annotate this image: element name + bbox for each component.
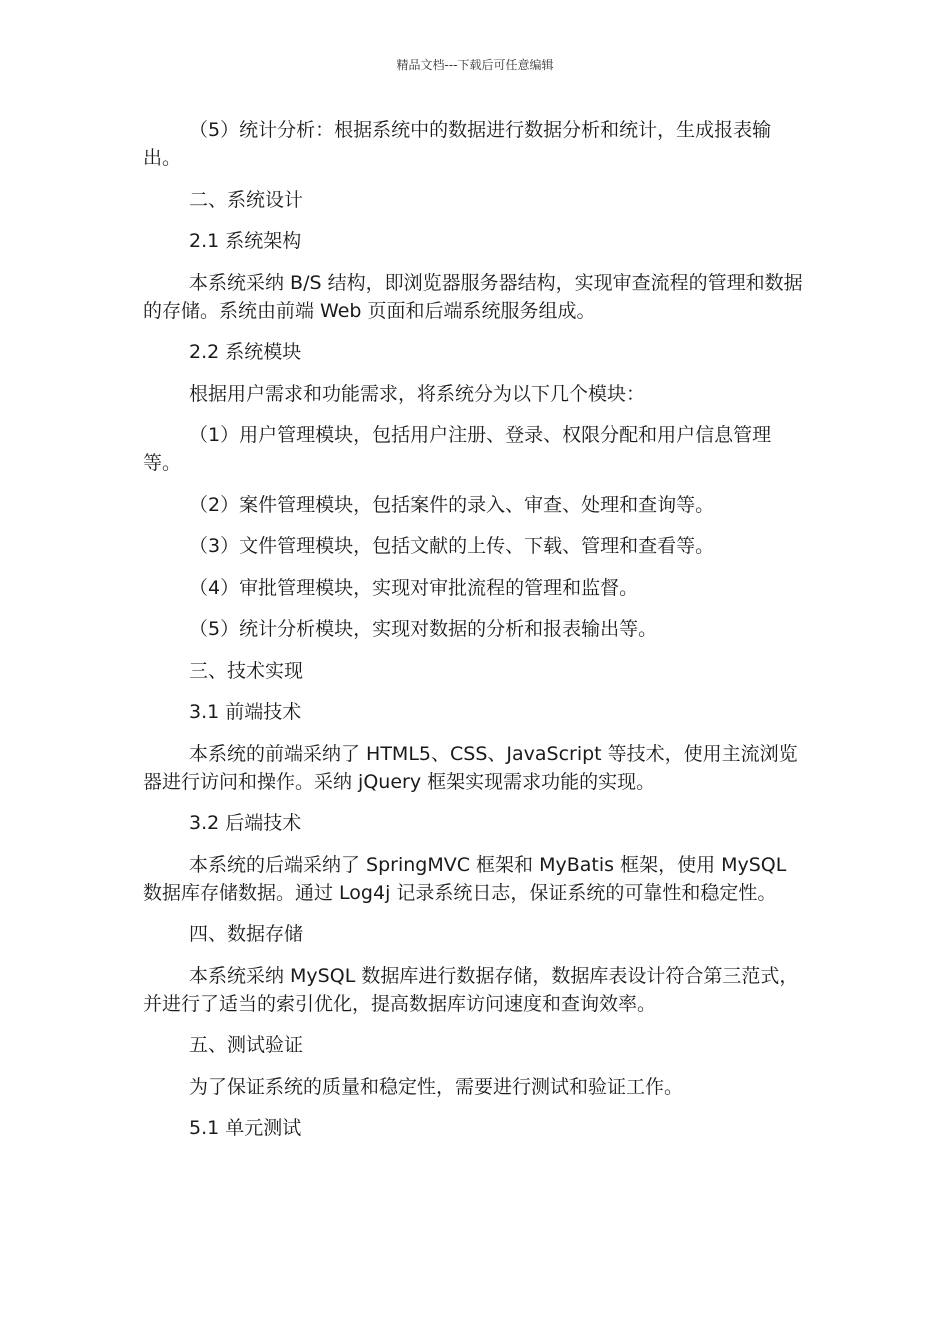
paragraph-architecture: 本系统采纳 B/S 结构，即浏览器服务器结构，实现审查流程的管理和数据的存储。系统由前端 Web 页面和后端系统服务组成。 — [143, 271, 803, 322]
paragraph-testing: 为了保证系统的质量和稳定性，需要进行测试和验证工作。 — [189, 1075, 684, 1098]
heading-backend-tech: 3.2 后端技术 — [189, 812, 302, 834]
heading-data-storage: 四、数据存储 — [189, 923, 304, 945]
paragraph-modules-intro: 根据用户需求和功能需求，将系统分为以下几个模块： — [189, 382, 646, 405]
list-item-user-module: （1）用户管理模块，包括用户注册、登录、权限分配和用户信息管理等。 — [143, 424, 772, 474]
heading-frontend-tech: 3.1 前端技术 — [189, 701, 302, 723]
paragraph-backend: 本系统的后端采纳了 SpringMVC 框架和 MyBatis 框架，使用 MySQL 数据库存储数据。通过 Log4j 记录系统日志，保证系统的可靠性和稳定性。 — [143, 853, 787, 904]
list-item-approval-module: （4）审批管理模块，实现对审批流程的管理和监督。 — [189, 576, 639, 599]
paragraph-stat-analysis: （5）统计分析：根据系统中的数据进行数据分析和统计，生成报表输出。 — [143, 119, 772, 169]
heading-unit-testing: 5.1 单元测试 — [189, 1117, 302, 1139]
heading-system-architecture: 2.1 系统架构 — [189, 230, 302, 252]
page-header: 精品文档---下载后可任意编辑 — [396, 58, 554, 72]
list-item-case-module: （2）案件管理模块，包括案件的录入、审查、处理和查询等。 — [189, 493, 715, 516]
heading-system-modules: 2.2 系统模块 — [189, 341, 302, 363]
list-item-file-module: （3）文件管理模块，包括文献的上传、下载、管理和查看等。 — [189, 535, 715, 557]
document-body — [143, 116, 808, 1156]
heading-system-design: 二、系统设计 — [189, 188, 304, 211]
heading-tech-implementation: 三、技术实现 — [189, 659, 304, 682]
paragraph-frontend: 本系统的前端采纳了 HTML5、CSS、JavaScript 等技术，使用主流浏览器进行访问和操作。采纳 jQuery 框架实现需求功能的实现。 — [143, 742, 798, 793]
paragraph-data-storage: 本系统采纳 MySQL 数据库进行数据存储，数据库表设计符合第三范式，并进行了适当的索引优化，提高数据库访问速度和查询效率。 — [143, 964, 799, 1015]
heading-testing: 五、测试验证 — [189, 1034, 304, 1056]
list-item-stats-module: （5）统计分析模块，实现对数据的分析和报表输出等。 — [189, 618, 658, 640]
